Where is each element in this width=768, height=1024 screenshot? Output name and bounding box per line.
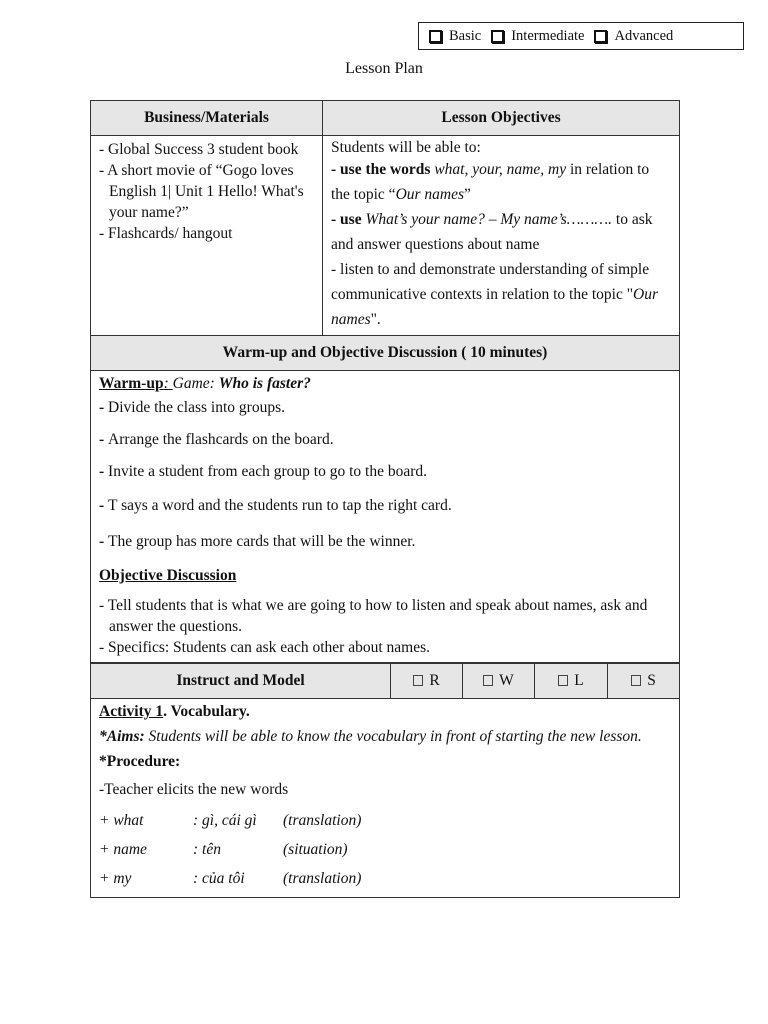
skill-l[interactable]: L: [535, 663, 608, 699]
objective-item: - listen to and demonstrate understanding of simple communicative contexts in relation to the topic "Our names".: [331, 261, 659, 328]
checkbox-icon[interactable]: [413, 675, 423, 686]
objective-item: - use the words what, your, name, my in relation to the topic “Our names”: [331, 161, 650, 203]
discussion-item: - Tell students that is what we are going to how to listen and speak about names, ask and answer the questions.: [99, 597, 648, 635]
checkbox-icon[interactable]: [558, 675, 568, 686]
checkbox-icon[interactable]: [483, 675, 493, 686]
skill-w[interactable]: W: [463, 663, 535, 699]
level-option-intermediate[interactable]: [491, 28, 584, 45]
checkbox-icon[interactable]: [631, 675, 641, 686]
warmup-step: - Invite a student from each group to go to the board.: [99, 463, 428, 480]
checkbox-icon[interactable]: [491, 30, 504, 43]
objectives-cell: [323, 136, 680, 336]
level-label: Intermediate: [511, 27, 585, 44]
warmup-cell: [91, 371, 680, 664]
material-item: - Global Success 3 student book: [99, 141, 299, 158]
warmup-step: - The group has more cards that will be the winner.: [99, 533, 416, 550]
vocab-row: + what : gì, cái gì (translation): [99, 812, 362, 829]
skill-r[interactable]: R: [391, 663, 463, 699]
instruct-header: Instruct and Model: [91, 663, 391, 699]
materials-cell: [91, 136, 323, 336]
aims: *Aims: Students will be able to know the vocabulary in front of starting the new lesson.: [99, 728, 642, 745]
checkbox-icon[interactable]: [429, 30, 442, 43]
elicit-text: -Teacher elicits the new words: [99, 781, 289, 798]
material-item: - A short movie of “Gogo loves English 1| Unit 1 Hello! What's your name?”: [99, 162, 304, 221]
level-option-advanced[interactable]: [594, 28, 673, 45]
warmup-step: - T says a word and the students run to tap the right card.: [99, 497, 452, 514]
procedure-label: *Procedure:: [99, 753, 181, 770]
checkbox-icon[interactable]: [594, 30, 607, 43]
activity-title: Activity 1. Vocabulary.: [99, 703, 250, 720]
objectives-header: Lesson Objectives: [323, 101, 680, 136]
warmup-step: - Divide the class into groups.: [99, 399, 285, 416]
objective-item: - use What’s your name? – My name’s………. to ask and answer questions about name: [331, 211, 653, 253]
vocab-row: + my : của tôi (translation): [99, 870, 362, 887]
level-selector: [418, 22, 744, 50]
materials-header: Business/Materials: [91, 101, 323, 136]
material-item: - Flashcards/ hangout: [99, 225, 233, 242]
warmup-title: Warm-up: Game: Who is faster?: [99, 375, 311, 392]
warmup-header: Warm-up and Objective Discussion ( 10 minutes): [91, 336, 680, 371]
warmup-step: - Arrange the flashcards on the board.: [99, 431, 334, 448]
page-title: Lesson Plan: [345, 60, 423, 77]
vocab-row: + name : tên (situation): [99, 841, 348, 858]
discussion-list: [99, 595, 671, 658]
level-label: Advanced: [614, 27, 674, 44]
lesson-plan-table: [90, 100, 680, 898]
skill-s[interactable]: S: [608, 663, 680, 699]
activity-cell: [91, 699, 680, 898]
discussion-item: - Specifics: Students can ask each other about names.: [99, 639, 430, 656]
level-label: Basic: [449, 27, 482, 44]
objectives-intro: Students will be able to:: [331, 139, 481, 156]
objective-discussion-title: Objective Discussion: [99, 567, 237, 584]
level-option-basic[interactable]: [429, 28, 481, 45]
